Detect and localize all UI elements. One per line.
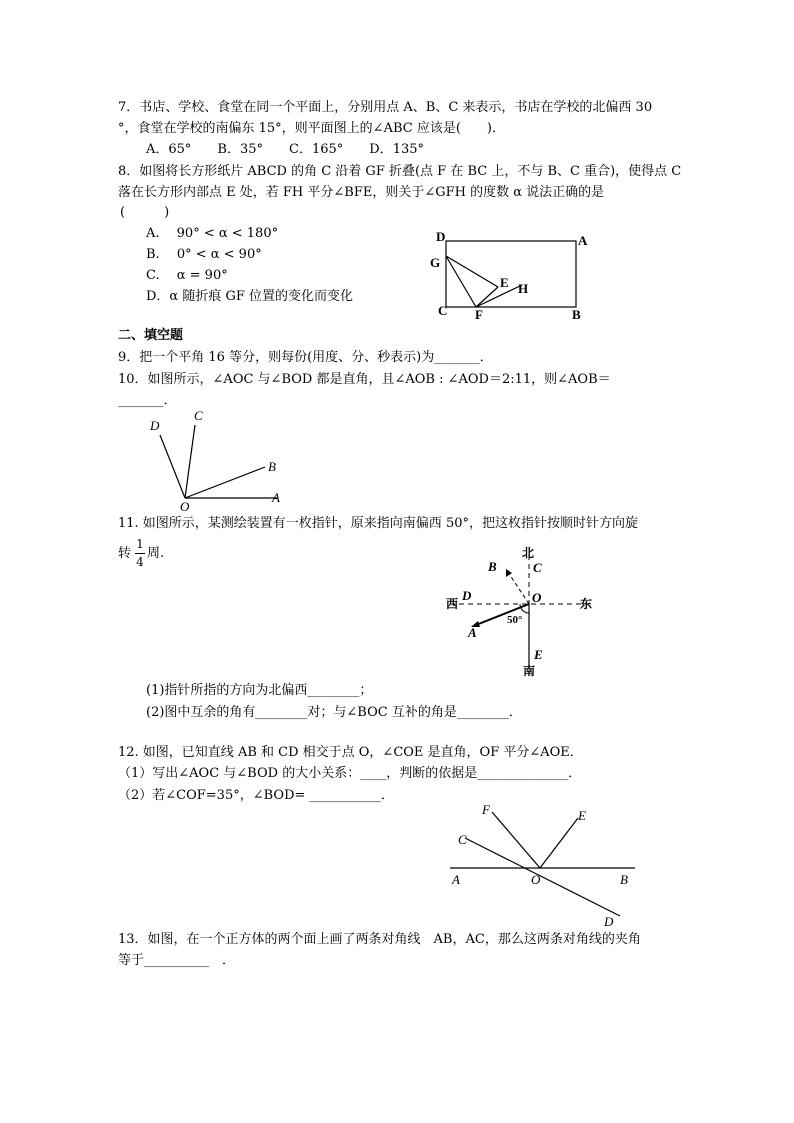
q11-line2-pre: 转 (118, 546, 132, 561)
q12-sub2: （2）若∠COF=35°，∠BOD= ___________． (118, 788, 395, 803)
q11-fraction-denominator: 4 (136, 555, 144, 569)
q12-line1: 12. 如图，已知直线 AB 和 CD 相交于点 O，∠COE 是直角，OF 平分∠AOE． (118, 745, 583, 760)
q10-label-b: B (268, 459, 276, 474)
q11-sub2: (2)图中互余的角有________对；与∠BOC 互补的角是________． (146, 705, 522, 720)
q7-line2: °，食堂在学校的南偏东 15°，则平面图上的∠ABC 应该是( )． (118, 121, 505, 136)
q8-rectangle-figure (420, 225, 600, 325)
q12-label-o: O (531, 872, 541, 887)
q10-line2: _______． (118, 393, 177, 408)
q11-compass-figure (440, 545, 600, 680)
q8-label-e: E (500, 275, 509, 290)
q11-label-e: E (534, 647, 543, 662)
q12-label-c: C (458, 832, 467, 847)
q11-fraction-bar (135, 553, 145, 554)
q8-label-c: C (438, 303, 448, 318)
q13-line1: 13．如图，在一个正方体的两个面上画了两条对角线 AB，AC，那么这两条对角线的夹角 (118, 932, 641, 947)
q11-sub1: (1)指针所指的方向为北偏西________； (146, 683, 373, 698)
q12-lines-figure (440, 800, 640, 930)
q8-line3: ( ) (120, 205, 170, 220)
q12-label-d: D (604, 914, 614, 929)
q12-label-f: F (482, 802, 490, 817)
q10-label-d: D (150, 418, 160, 433)
q8-option-d: D．α 随折痕 GF 位置的变化而变化 (146, 289, 354, 304)
q7-options: A．65° B．35° C．165° D．135° (146, 142, 425, 157)
q11-fraction-numerator: 1 (136, 537, 144, 551)
q8-line1: 8．如图将长方形纸片 ABCD 的角 C 沿着 GF 折叠(点 F 在 BC 上，不与 B、C 重合)，使得点 C (118, 164, 682, 179)
q12-label-a: A (452, 872, 460, 887)
q10-label-c: C (194, 408, 203, 423)
q8-label-b: B (572, 307, 581, 322)
q11-label-b: B (488, 559, 497, 574)
q12-sub1: （1）写出∠AOC 与∠BOD 的大小关系：____，判断的依据是______________． (118, 766, 582, 781)
q13-line2: 等于__________ ． (118, 953, 236, 968)
q9-text: 9．把一个平角 16 等分，则每份(用度、分、秒表示)为_______． (118, 350, 493, 365)
q11-label-north: 北 (522, 546, 535, 560)
q11-label-c: C (533, 560, 542, 575)
q8-label-f: F (475, 307, 483, 322)
q11-line1: 11. 如图所示，某测绘装置有一枚指针，原来指向南偏西 50°，把这枚指针按顺时针方向旋 (118, 516, 638, 531)
q8-label-d: D (436, 229, 446, 244)
q11-label-d: D (462, 588, 472, 603)
q8-option-c: C. α = 90° (146, 268, 228, 283)
q11-label-west: 西 (446, 597, 459, 611)
q10-label-a: A (272, 490, 280, 505)
q11-label-o: O (532, 590, 542, 605)
section-title-fill-blank: 二、填空题 (118, 328, 184, 343)
q8-option-a: A. 90° < α < 180° (146, 226, 279, 241)
q7-line1: 7．书店、学校、食堂在同一个平面上，分别用点 A、B、C 来表示，书店在学校的北偏西 30 (118, 100, 653, 115)
q11-line2-post: 周. (147, 546, 165, 561)
q11-label-a: A (468, 625, 477, 640)
q12-label-e: E (578, 808, 586, 823)
q10-label-o: O (180, 499, 190, 514)
q11-label-south: 南 (523, 664, 536, 678)
q8-option-b: B. 0° < α < 90° (146, 247, 262, 262)
q11-label-angle: 50° (507, 614, 523, 626)
q11-label-east: 东 (580, 597, 593, 611)
q10-angle-figure (140, 405, 300, 515)
q10-line1: 10．如图所示，∠AOC 与∠BOD 都是直角，且∠AOB : ∠AOD＝2:11，则∠AOB＝ (118, 372, 611, 387)
q8-label-a: A (578, 233, 588, 248)
q8-label-h: H (518, 281, 529, 296)
q8-label-g: G (430, 255, 441, 270)
q12-label-b: B (620, 872, 628, 887)
q8-line2: 落在长方形内部点 E 处，若 FH 平分∠BFE，则关于∠GFH 的度数 α 说法正确的是 (118, 185, 605, 200)
